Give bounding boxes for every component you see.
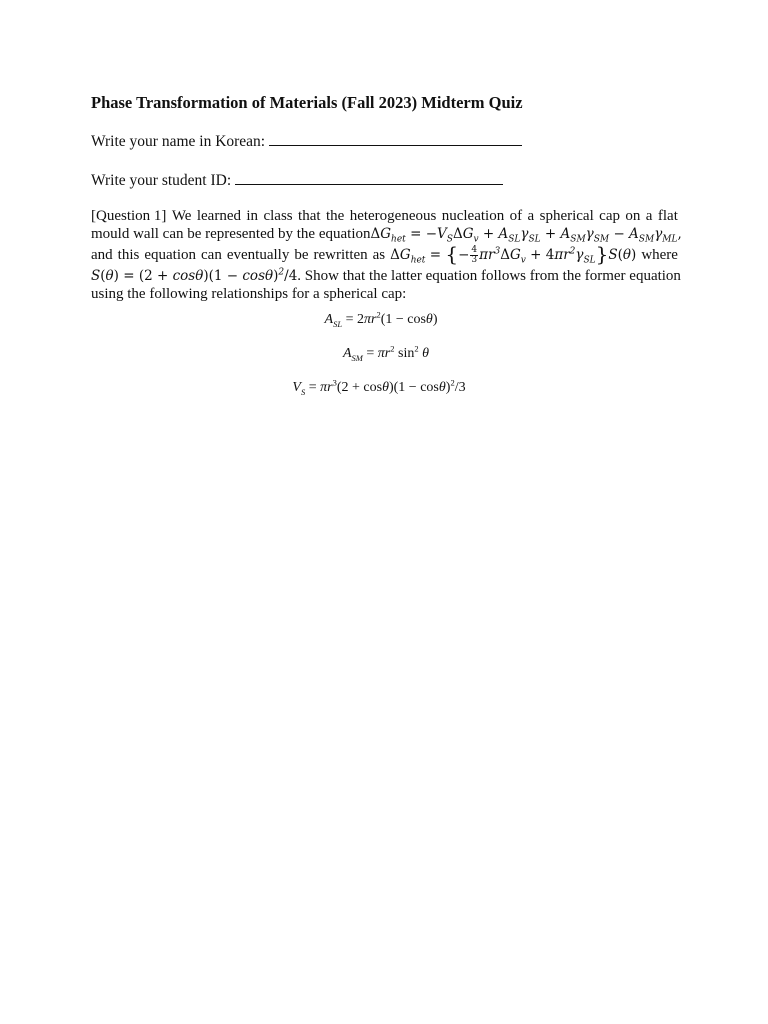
equation-asm: $A_{SM} = \pi r^2$ $\sin^2 \theta$ <box>342 343 429 363</box>
question-line-4: $S(\theta) = (2 + \cos\theta)(1 - \cos\theta)^2/4$ . Show that the latter equation follows from the former equation <box>91 267 681 284</box>
question-line-5: using the following relationships for a spherical cap: <box>91 286 407 302</box>
page-title: Phase Transformation of Materials (Fall 2023) Midterm Quiz <box>91 93 523 112</box>
rewritten-equation: $\Delta G_{het}$ = {− $\frac{4}{3}$ $\pi r^3\Delta G_v + 4\pi r^2\gamma_{SL}\}S(\theta)$ <box>390 242 637 266</box>
equation-vs: $V_S = \pi r^3(2 + \cos\theta)(1 - \cos\theta)^2/3$ <box>292 377 466 397</box>
question-1 <box>91 207 682 303</box>
student-id-prompt: Write your student ID: <box>91 172 232 189</box>
equation-asl: $A_{SL} = 2\pi r^2(1 - \cos\theta)$ <box>324 309 438 329</box>
name-field-row <box>91 132 522 151</box>
student-id-field-row <box>91 171 503 190</box>
heterogeneous-nucleation-equation: $\Delta G_{het} = -V_S\Delta G_v + A_{SL}\gamma_{SL} + A_{SM}\gamma_{SM} - A_{SM}\gamma_{ML}$, <box>370 226 682 245</box>
question-line-2: mould wall can be represented by the equation $\Delta G_{het} = -V_S\Delta G_v + A_{SL}\gamma_{SL} + A_{SM}\gamma_{SM} - A_{SM}\gamma_{ML}$, <box>91 226 682 245</box>
shape-factor-equation: $S(\theta) = (2 + \cos\theta)(1 - \cos\theta)^2/4$ <box>91 267 298 284</box>
name-prompt: Write your name in Korean: <box>91 133 266 150</box>
student-id-blank-line[interactable] <box>235 171 503 185</box>
name-blank-line[interactable] <box>269 132 522 146</box>
question-line-3: and this equation can eventually be rewritten as $\Delta G_{het}$ = {− $\frac{4}{3}$ $\pi r^3\Delta G_v + 4\pi r^2\gamma_{SL}\}S(\theta)$ where <box>91 242 678 266</box>
question-line-1: [Question 1] We learned in class that the heterogeneous nucleation of a spherical cap on a flat <box>91 208 678 224</box>
